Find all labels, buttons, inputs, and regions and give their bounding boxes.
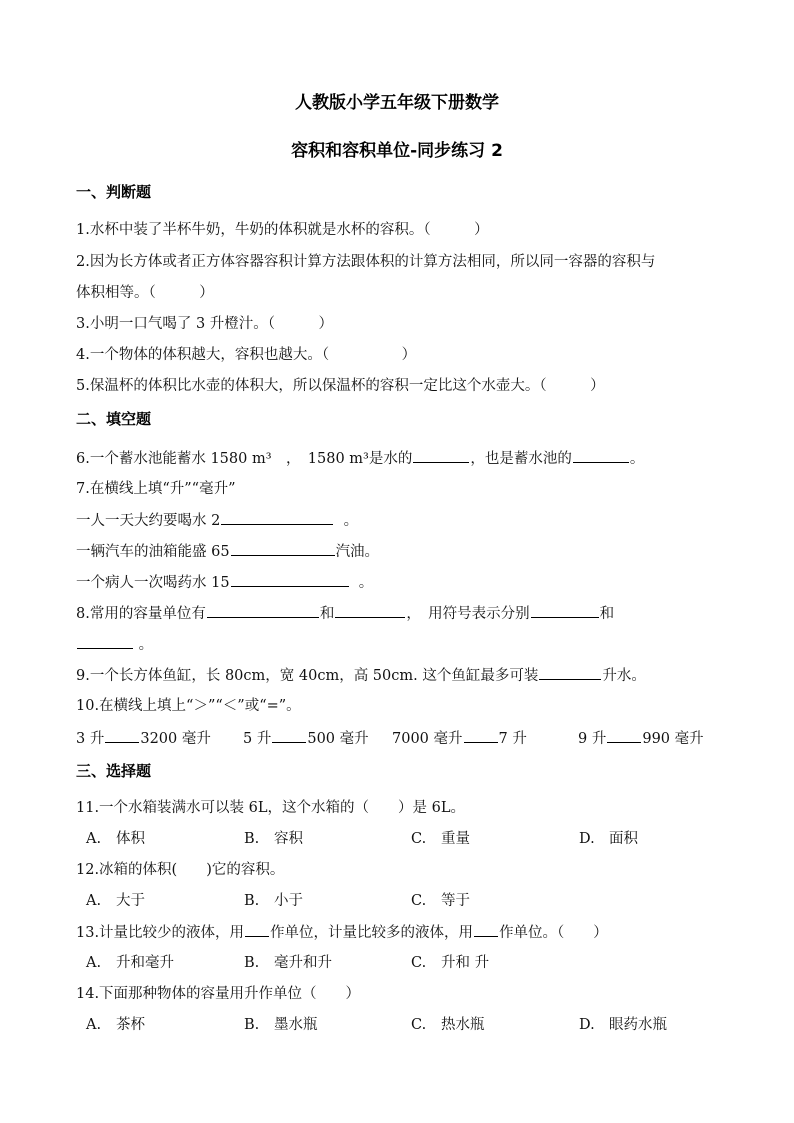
question-7-line-2-text: 一辆汽车的油箱能盛 65 (76, 544, 230, 560)
question-13-text-c: 作单位。（ ） (499, 925, 608, 941)
question-13-options (76, 953, 726, 973)
question-12: 12.冰箱的体积( )它的容积。 (76, 862, 285, 878)
option-a[interactable] (86, 891, 145, 911)
option-letter: C. (411, 831, 427, 847)
compare-item-4 (578, 728, 704, 749)
option-letter: D. (579, 831, 595, 847)
question-11: 11.一个水箱装满水可以装 6L，这个水箱的（ ）是 6L。 (76, 800, 465, 816)
option-c[interactable] (411, 1015, 485, 1035)
question-13-text-b: 作单位，计量比较多的液体，用 (270, 925, 474, 941)
answer-blank[interactable] (245, 922, 269, 937)
option-letter: B. (244, 831, 260, 847)
answer-blank[interactable] (335, 603, 405, 618)
compare-right: 990 毫升 (642, 731, 704, 747)
question-6 (76, 448, 644, 469)
option-text: 升和毫升 (116, 955, 174, 971)
question-7-line-3 (76, 572, 373, 593)
option-text: 重量 (441, 831, 470, 847)
option-letter: D. (579, 1017, 595, 1033)
question-7-line-1-text: 一人一天大约要喝水 2 (76, 513, 221, 529)
question-8-text-c: ， 用符号表示分别 (406, 606, 530, 622)
option-d[interactable] (579, 829, 638, 849)
page-subtitle: 容积和容积单位-同步练习 2 (291, 141, 503, 161)
option-letter: C. (411, 893, 427, 909)
compare-right: 3200 毫升 (140, 731, 211, 747)
section-heading-fill-blank: 二、填空题 (76, 410, 152, 428)
answer-blank[interactable] (77, 634, 133, 649)
option-c[interactable] (411, 953, 489, 973)
question-10-items (76, 728, 726, 748)
question-7-heading: 7.在横线上填“升”“毫升” (76, 481, 236, 497)
answer-blank[interactable] (231, 572, 349, 587)
answer-blank[interactable] (573, 448, 629, 463)
option-c[interactable] (411, 891, 470, 911)
option-text: 容积 (274, 831, 303, 847)
answer-blank[interactable] (531, 603, 599, 618)
question-11-options (76, 829, 726, 849)
question-12-options (76, 891, 726, 911)
question-9 (76, 665, 646, 686)
answer-blank[interactable] (413, 448, 469, 463)
answer-blank[interactable] (539, 665, 601, 680)
compare-left: 7000 毫升 (392, 731, 463, 747)
option-a[interactable] (86, 1015, 145, 1035)
question-7-line-2 (76, 541, 379, 562)
question-14-options (76, 1015, 726, 1035)
answer-blank[interactable] (221, 510, 333, 525)
question-5: 5.保温杯的体积比水壶的体积大，所以保温杯的容积一定比这个水壶大。（ ） (76, 378, 605, 394)
compare-right: 7 升 (498, 731, 527, 747)
question-8-text-a: 8.常用的容量单位有 (76, 606, 206, 622)
question-8-text-b: 和 (319, 606, 335, 622)
option-text: 墨水瓶 (274, 1017, 318, 1033)
question-14: 14.下面那种物体的容量用升作单位（ ） (76, 986, 361, 1002)
question-9-text-a: 9.一个长方体鱼缸，长 80cm，宽 40cm，高 50cm. 这个鱼缸最多可装 (76, 668, 539, 684)
answer-blank[interactable] (272, 728, 306, 743)
option-c[interactable] (411, 829, 470, 849)
compare-left: 5 升 (243, 731, 272, 747)
section-heading-judgement: 一、判断题 (76, 183, 152, 201)
option-letter: B. (244, 1017, 260, 1033)
option-text: 升和 升 (441, 955, 490, 971)
answer-blank[interactable] (105, 728, 139, 743)
question-7-line-2-end: 汽油。 (335, 544, 380, 560)
question-8-line-2 (76, 634, 153, 655)
question-7-line-3-text: 一个病人一次喝药水 15 (76, 575, 230, 591)
compare-left: 3 升 (76, 731, 105, 747)
option-letter: A. (86, 955, 102, 971)
option-d[interactable] (579, 1015, 667, 1035)
option-letter: A. (86, 893, 102, 909)
option-b[interactable] (244, 829, 303, 849)
answer-blank[interactable] (474, 922, 498, 937)
answer-blank[interactable] (607, 728, 641, 743)
option-text: 眼药水瓶 (609, 1017, 667, 1033)
option-text: 体积 (116, 831, 145, 847)
option-text: 小于 (274, 893, 303, 909)
question-4: 4.一个物体的体积越大，容积也越大。（ ） (76, 347, 417, 363)
option-a[interactable] (86, 953, 174, 973)
question-7-line-1-end: 。 (343, 513, 359, 529)
option-letter: A. (86, 831, 102, 847)
option-text: 面积 (609, 831, 638, 847)
option-text: 热水瓶 (441, 1017, 485, 1033)
option-a[interactable] (86, 829, 145, 849)
question-6-text-a: 6.一个蓄水池能蓄水 1580 m³ ， 1580 m³是水的 (76, 451, 413, 467)
question-13-text-a: 13.计量比较少的液体，用 (76, 925, 245, 941)
question-1: 1.水杯中装了半杯牛奶，牛奶的体积就是水杯的容积。（ ） (76, 222, 489, 238)
compare-item-3 (392, 728, 527, 749)
question-7-line-3-end: 。 (358, 575, 374, 591)
answer-blank[interactable] (464, 728, 498, 743)
question-8-text-d: 和 (599, 606, 615, 622)
compare-item-1 (76, 728, 211, 749)
answer-blank[interactable] (231, 541, 335, 556)
question-8-text-e: 。 (138, 637, 154, 653)
question-8-line-1 (76, 603, 614, 624)
question-6-text-c: 。 (629, 451, 645, 467)
compare-right: 500 毫升 (307, 731, 369, 747)
option-b[interactable] (244, 891, 303, 911)
option-text: 等于 (441, 893, 470, 909)
option-text: 大于 (116, 893, 145, 909)
option-letter: A. (86, 1017, 102, 1033)
option-letter: B. (244, 893, 260, 909)
section-heading-choice: 三、选择题 (76, 762, 152, 780)
question-3: 3.小明一口气喝了 3 升橙汁。（ ） (76, 316, 334, 332)
option-letter: C. (411, 955, 427, 971)
question-9-text-b: 升水。 (602, 668, 646, 684)
question-2-line-2: 体积相等。（ ） (76, 285, 214, 301)
question-10-heading: 10.在横线上填上“＞”“＜”或“=”。 (76, 698, 301, 714)
option-b[interactable] (244, 1015, 318, 1035)
question-2-line-1: 2.因为长方体或者正方体容器容积计算方法跟体积的计算方法相同，所以同一容器的容积与 (76, 254, 656, 270)
question-7-line-1 (76, 510, 358, 531)
option-text: 茶杯 (116, 1017, 145, 1033)
option-letter: C. (411, 1017, 427, 1033)
question-13 (76, 922, 608, 943)
option-text: 毫升和升 (274, 955, 332, 971)
question-6-text-b: ，也是蓄水池的 (470, 451, 572, 467)
compare-left: 9 升 (578, 731, 607, 747)
page-title: 人教版小学五年级下册数学 (295, 93, 499, 113)
option-b[interactable] (244, 953, 332, 973)
option-letter: B. (244, 955, 260, 971)
answer-blank[interactable] (207, 603, 319, 618)
compare-item-2 (243, 728, 369, 749)
